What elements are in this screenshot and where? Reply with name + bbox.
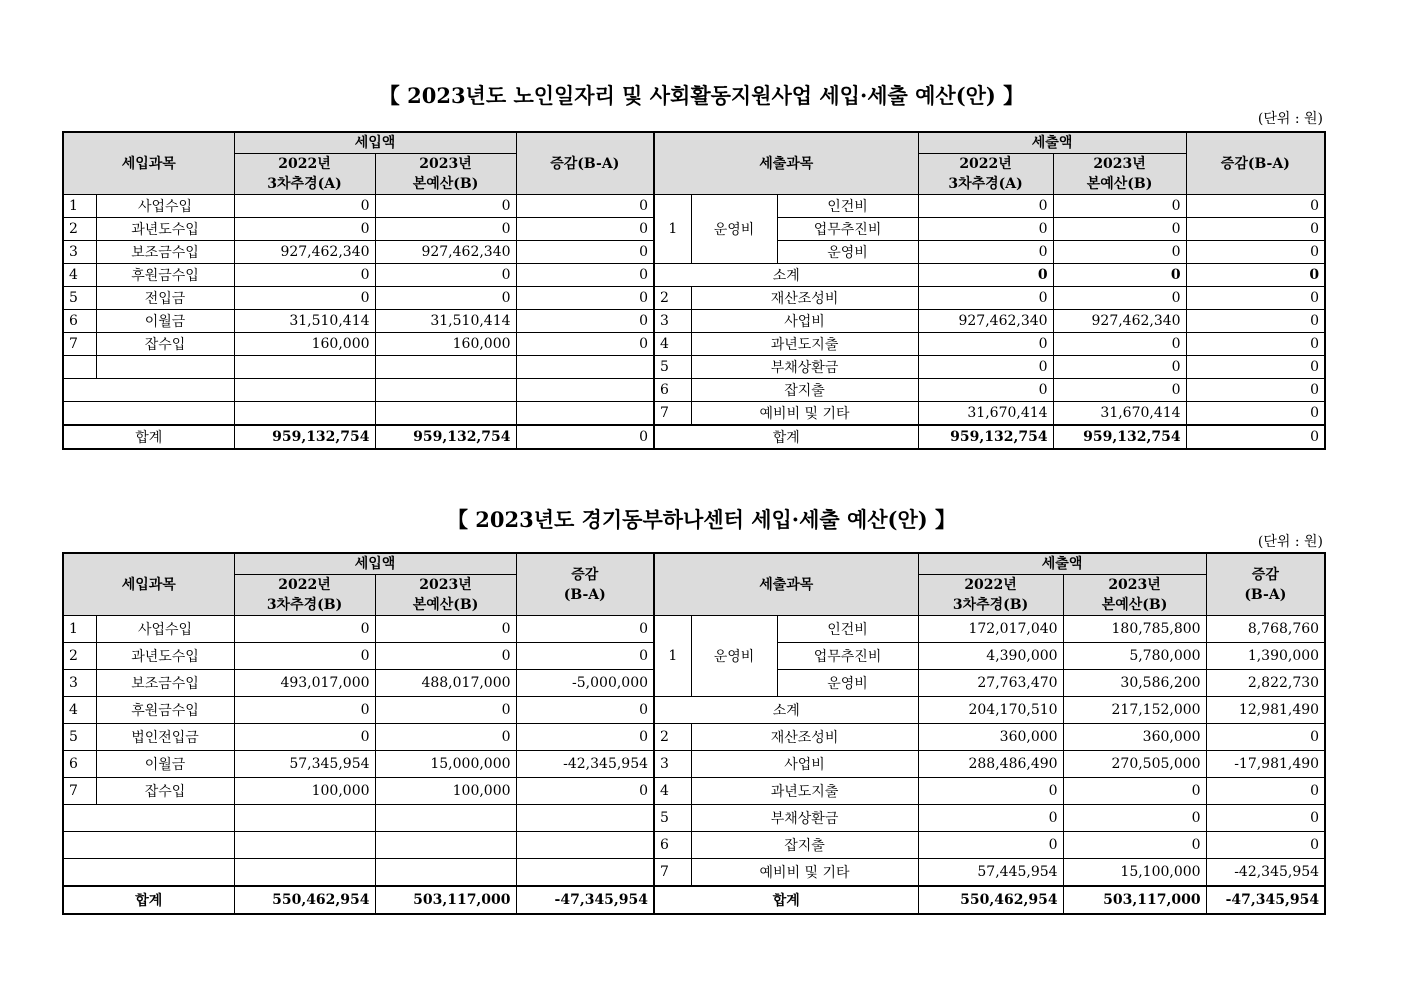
income-name: 후원금수입 [96, 264, 234, 287]
expense-a: 4,390,000 [918, 643, 1063, 670]
income-a: 493,017,000 [234, 670, 375, 697]
income-b: 0 [375, 264, 516, 287]
expense-change: 1,390,000 [1206, 643, 1325, 670]
income-b: 927,462,340 [375, 241, 516, 264]
empty-cell [375, 832, 516, 859]
table-row [63, 264, 1325, 287]
empty-cell [63, 805, 234, 832]
income-no: 2 [63, 218, 96, 241]
empty-cell [375, 859, 516, 887]
income-name: 잡수입 [96, 778, 234, 805]
income-name: 잡수입 [96, 333, 234, 356]
expense-subject-header: 세출과목 [654, 132, 918, 195]
income-b: 0 [375, 287, 516, 310]
expense-a: 0 [918, 379, 1053, 402]
expense-a: 0 [918, 832, 1063, 859]
income-b: 0 [375, 195, 516, 218]
income-b: 100,000 [375, 778, 516, 805]
expense-no: 7 [654, 402, 691, 426]
expense-total-b: 959,132,754 [1053, 425, 1186, 449]
opex-group-no: 1 [654, 616, 691, 697]
income-a: 0 [234, 264, 375, 287]
income-b: 15,000,000 [375, 751, 516, 778]
expense-name: 사업비 [691, 310, 918, 333]
expense-change: 0 [1186, 287, 1325, 310]
empty-cell [63, 379, 234, 402]
table-row [63, 333, 1325, 356]
income-total-a: 959,132,754 [234, 425, 375, 449]
expense-name: 예비비 및 기타 [691, 402, 918, 426]
income-b: 0 [375, 218, 516, 241]
empty-cell [375, 402, 516, 426]
income-name: 과년도수입 [96, 643, 234, 670]
income-a: 0 [234, 218, 375, 241]
expense-b: 0 [1053, 356, 1186, 379]
table-row [63, 616, 1325, 643]
expense-b: 5,780,000 [1063, 643, 1206, 670]
table1-unit: (단위 : 원) [1257, 111, 1323, 127]
expense-total-a: 959,132,754 [918, 425, 1053, 449]
expense-b: 0 [1053, 333, 1186, 356]
expense-no: 4 [654, 333, 691, 356]
income-2023-header: 2023년 본예산(B) [375, 154, 516, 195]
opex-group-label: 운영비 [691, 616, 777, 697]
expense-a: 0 [918, 195, 1053, 218]
expense-b: 0 [1053, 241, 1186, 264]
income-change: 0 [516, 264, 654, 287]
income-a: 57,345,954 [234, 751, 375, 778]
expense-change: 0 [1206, 778, 1325, 805]
table1-title: 【 2023년도 노인일자리 및 사회활동지원사업 세입·세출 예산(안) 】 [378, 83, 1025, 108]
income-name: 보조금수입 [96, 670, 234, 697]
expense-b: 30,586,200 [1063, 670, 1206, 697]
income-change: -5,000,000 [516, 670, 654, 697]
expense-name: 사업비 [691, 751, 918, 778]
income-a: 100,000 [234, 778, 375, 805]
expense-name: 운영비 [777, 670, 918, 697]
expense-total-label: 합계 [654, 886, 918, 914]
income-total-label: 합계 [63, 886, 234, 914]
table-row [63, 859, 1325, 887]
income-no: 1 [63, 195, 96, 218]
budget-table-1 [62, 131, 1326, 450]
income-total-b: 503,117,000 [375, 886, 516, 914]
expense-2023-header: 2023년 본예산(B) [1063, 575, 1206, 616]
expense-amount-header: 세출액 [918, 553, 1206, 575]
expense-b: 0 [1063, 832, 1206, 859]
empty-cell [516, 832, 654, 859]
expense-name: 잡지출 [691, 379, 918, 402]
expense-change: 0 [1186, 379, 1325, 402]
expense-change: 0 [1186, 241, 1325, 264]
income-b: 0 [375, 616, 516, 643]
expense-no: 5 [654, 356, 691, 379]
income-amount-header: 세입액 [234, 553, 516, 575]
expense-b: 0 [1063, 778, 1206, 805]
expense-name: 부채상환금 [691, 356, 918, 379]
subtotal-b: 217,152,000 [1063, 697, 1206, 724]
income-b: 160,000 [375, 333, 516, 356]
subtotal-b: 0 [1053, 264, 1186, 287]
income-change: 0 [516, 241, 654, 264]
expense-total-change: -47,345,954 [1206, 886, 1325, 914]
empty-cell [516, 805, 654, 832]
expense-b: 927,462,340 [1053, 310, 1186, 333]
expense-name: 재산조성비 [691, 724, 918, 751]
income-change: 0 [516, 643, 654, 670]
expense-a: 0 [918, 333, 1053, 356]
expense-total-b: 503,117,000 [1063, 886, 1206, 914]
table-row [63, 379, 1325, 402]
expense-change-header: 증감(B-A) [1186, 132, 1325, 195]
income-change: 0 [516, 287, 654, 310]
expense-a: 927,462,340 [918, 310, 1053, 333]
income-subject-header: 세입과목 [63, 553, 234, 616]
expense-no: 6 [654, 832, 691, 859]
expense-total-change: 0 [1186, 425, 1325, 449]
expense-a: 27,763,470 [918, 670, 1063, 697]
opex-group-label: 운영비 [691, 195, 777, 264]
subtotal-label: 소계 [654, 697, 918, 724]
empty-cell [234, 832, 375, 859]
expense-b: 0 [1053, 218, 1186, 241]
table-row [63, 724, 1325, 751]
income-a: 160,000 [234, 333, 375, 356]
table-row [63, 778, 1325, 805]
expense-no: 2 [654, 287, 691, 310]
empty-cell [96, 356, 234, 379]
income-name: 이월금 [96, 751, 234, 778]
empty-cell [516, 859, 654, 887]
expense-a: 0 [918, 218, 1053, 241]
total-row [63, 886, 1325, 914]
empty-cell [63, 356, 96, 379]
expense-change: 0 [1206, 724, 1325, 751]
expense-change: -17,981,490 [1206, 751, 1325, 778]
expense-2022-header: 2022년 3차추경(A) [918, 154, 1053, 195]
income-no: 4 [63, 697, 96, 724]
income-name: 과년도수입 [96, 218, 234, 241]
income-name: 후원금수입 [96, 697, 234, 724]
expense-change: 0 [1186, 195, 1325, 218]
subtotal-change: 0 [1186, 264, 1325, 287]
income-2023-header: 2023년 본예산(B) [375, 575, 516, 616]
expense-subject-header: 세출과목 [654, 553, 918, 616]
expense-a: 57,445,954 [918, 859, 1063, 887]
expense-change: 8,768,760 [1206, 616, 1325, 643]
expense-no: 5 [654, 805, 691, 832]
table-row [63, 751, 1325, 778]
expense-a: 0 [918, 241, 1053, 264]
table-row [63, 697, 1325, 724]
empty-cell [516, 356, 654, 379]
expense-change: -42,345,954 [1206, 859, 1325, 887]
expense-a: 172,017,040 [918, 616, 1063, 643]
expense-change: 0 [1206, 832, 1325, 859]
table-row [63, 195, 1325, 218]
income-name: 전입금 [96, 287, 234, 310]
income-name: 법인전입금 [96, 724, 234, 751]
table-row [63, 832, 1325, 859]
income-name: 사업수입 [96, 616, 234, 643]
subtotal-change: 12,981,490 [1206, 697, 1325, 724]
income-no: 6 [63, 310, 96, 333]
income-b: 31,510,414 [375, 310, 516, 333]
empty-cell [375, 379, 516, 402]
income-total-label: 합계 [63, 425, 234, 449]
income-no: 6 [63, 751, 96, 778]
income-change: -42,345,954 [516, 751, 654, 778]
expense-total-a: 550,462,954 [918, 886, 1063, 914]
income-amount-header: 세입액 [234, 132, 516, 154]
income-no: 7 [63, 333, 96, 356]
expense-change: 0 [1206, 805, 1325, 832]
expense-a: 0 [918, 287, 1053, 310]
income-change: 0 [516, 697, 654, 724]
table-row [63, 805, 1325, 832]
expense-name: 잡지출 [691, 832, 918, 859]
expense-name: 과년도지출 [691, 778, 918, 805]
expense-2023-header: 2023년 본예산(B) [1053, 154, 1186, 195]
income-no: 3 [63, 670, 96, 697]
income-no: 2 [63, 643, 96, 670]
expense-b: 15,100,000 [1063, 859, 1206, 887]
empty-cell [63, 402, 234, 426]
empty-cell [234, 356, 375, 379]
expense-change: 0 [1186, 333, 1325, 356]
table-row [63, 402, 1325, 426]
total-row [63, 425, 1325, 449]
expense-change: 2,822,730 [1206, 670, 1325, 697]
empty-cell [63, 832, 234, 859]
empty-cell [234, 859, 375, 887]
expense-a: 0 [918, 805, 1063, 832]
table-row [63, 310, 1325, 333]
subtotal-a: 0 [918, 264, 1053, 287]
expense-change: 0 [1186, 218, 1325, 241]
expense-a: 360,000 [918, 724, 1063, 751]
empty-cell [63, 859, 234, 887]
income-a: 0 [234, 195, 375, 218]
income-no: 1 [63, 616, 96, 643]
income-change: 0 [516, 333, 654, 356]
expense-no: 3 [654, 310, 691, 333]
expense-a: 288,486,490 [918, 751, 1063, 778]
expense-a: 0 [918, 356, 1053, 379]
expense-name: 인건비 [777, 616, 918, 643]
income-2022-header: 2022년 3차추경(B) [234, 575, 375, 616]
income-no: 5 [63, 724, 96, 751]
income-change: 0 [516, 195, 654, 218]
expense-no: 3 [654, 751, 691, 778]
expense-b: 0 [1053, 195, 1186, 218]
expense-no: 2 [654, 724, 691, 751]
empty-cell [234, 805, 375, 832]
expense-no: 4 [654, 778, 691, 805]
income-b: 0 [375, 643, 516, 670]
expense-name: 부채상환금 [691, 805, 918, 832]
income-no: 3 [63, 241, 96, 264]
income-no: 5 [63, 287, 96, 310]
income-total-change: 0 [516, 425, 654, 449]
expense-a: 0 [918, 778, 1063, 805]
opex-group-no: 1 [654, 195, 691, 264]
income-a: 0 [234, 643, 375, 670]
income-change: 0 [516, 616, 654, 643]
expense-amount-header: 세출액 [918, 132, 1186, 154]
expense-name: 예비비 및 기타 [691, 859, 918, 887]
income-total-change: -47,345,954 [516, 886, 654, 914]
expense-name: 업무추진비 [777, 218, 918, 241]
expense-no: 7 [654, 859, 691, 887]
expense-change: 0 [1186, 402, 1325, 426]
table2-unit: (단위 : 원) [1257, 534, 1323, 550]
income-a: 927,462,340 [234, 241, 375, 264]
income-total-b: 959,132,754 [375, 425, 516, 449]
expense-change-header: 증감 (B-A) [1206, 553, 1325, 616]
subtotal-a: 204,170,510 [918, 697, 1063, 724]
income-b: 0 [375, 724, 516, 751]
income-no: 4 [63, 264, 96, 287]
income-change: 0 [516, 778, 654, 805]
income-2022-header: 2022년 3차추경(A) [234, 154, 375, 195]
income-a: 31,510,414 [234, 310, 375, 333]
empty-cell [234, 402, 375, 426]
expense-2022-header: 2022년 3차추경(B) [918, 575, 1063, 616]
income-change-header: 증감 (B-A) [516, 553, 654, 616]
income-subject-header: 세입과목 [63, 132, 234, 195]
expense-no: 6 [654, 379, 691, 402]
expense-b: 360,000 [1063, 724, 1206, 751]
expense-b: 270,505,000 [1063, 751, 1206, 778]
empty-cell [375, 356, 516, 379]
expense-name: 과년도지출 [691, 333, 918, 356]
table-row [63, 356, 1325, 379]
expense-name: 인건비 [777, 195, 918, 218]
expense-total-label: 합계 [654, 425, 918, 449]
income-b: 0 [375, 697, 516, 724]
empty-cell [234, 379, 375, 402]
expense-b: 180,785,800 [1063, 616, 1206, 643]
income-no: 7 [63, 778, 96, 805]
subtotal-label: 소계 [654, 264, 918, 287]
income-name: 사업수입 [96, 195, 234, 218]
expense-b: 0 [1053, 287, 1186, 310]
table-row [63, 287, 1325, 310]
expense-change: 0 [1186, 356, 1325, 379]
income-a: 0 [234, 287, 375, 310]
empty-cell [375, 805, 516, 832]
income-a: 0 [234, 697, 375, 724]
income-total-a: 550,462,954 [234, 886, 375, 914]
income-change: 0 [516, 218, 654, 241]
income-change: 0 [516, 310, 654, 333]
income-name: 이월금 [96, 310, 234, 333]
budget-table-2 [62, 552, 1326, 915]
expense-a: 31,670,414 [918, 402, 1053, 426]
income-a: 0 [234, 724, 375, 751]
empty-cell [516, 402, 654, 426]
expense-change: 0 [1186, 310, 1325, 333]
table2-title: 【 2023년도 경기동부하나센터 세입·세출 예산(안) 】 [446, 507, 957, 532]
expense-name: 업무추진비 [777, 643, 918, 670]
income-change: 0 [516, 724, 654, 751]
income-change-header: 증감(B-A) [516, 132, 654, 195]
income-a: 0 [234, 616, 375, 643]
expense-b: 0 [1063, 805, 1206, 832]
income-b: 488,017,000 [375, 670, 516, 697]
expense-name: 운영비 [777, 241, 918, 264]
empty-cell [516, 379, 654, 402]
expense-b: 0 [1053, 379, 1186, 402]
expense-b: 31,670,414 [1053, 402, 1186, 426]
income-name: 보조금수입 [96, 241, 234, 264]
expense-name: 재산조성비 [691, 287, 918, 310]
